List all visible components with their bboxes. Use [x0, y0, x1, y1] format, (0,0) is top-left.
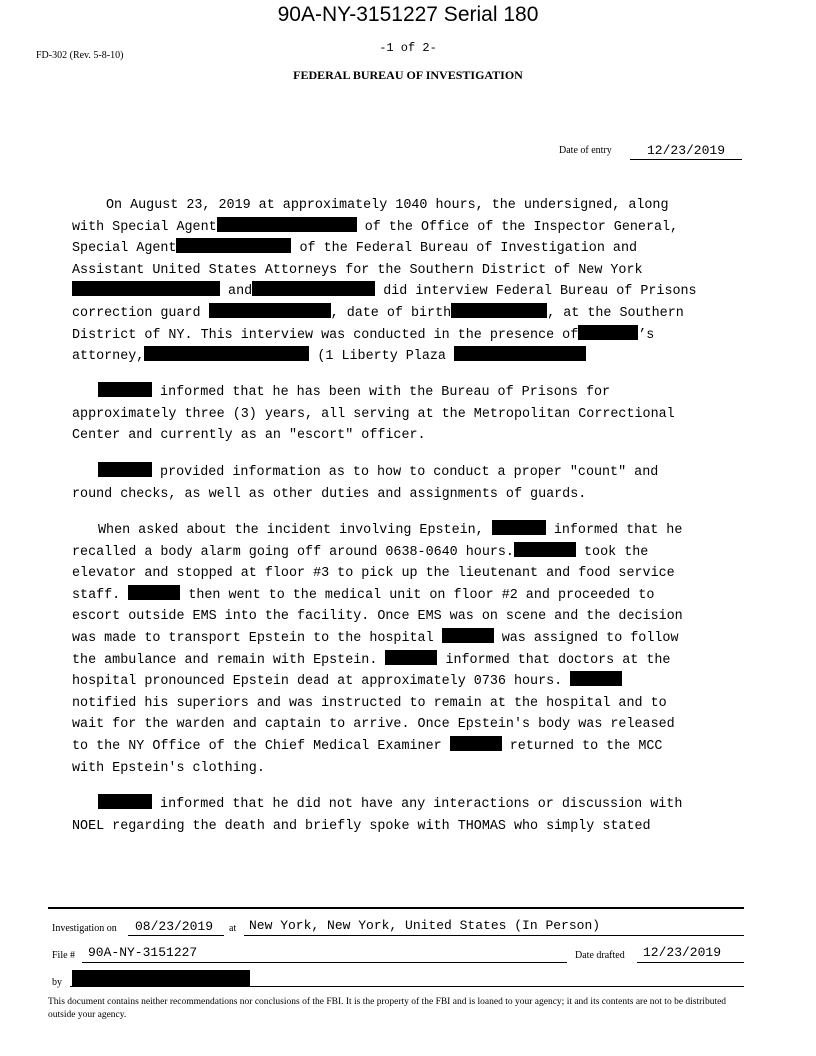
- text-line: On August 23, 2019 at approximately 1040 hours, the undersigned, along: [106, 198, 669, 213]
- text-line: Center and currently as an "escort" officer.: [72, 428, 426, 444]
- text-fragment: (1 Liberty Plaza: [317, 349, 446, 365]
- text-line: [72, 736, 742, 758]
- redaction-block: [578, 325, 638, 340]
- date-drafted-label: Date drafted: [575, 950, 625, 961]
- text-line: [72, 325, 742, 347]
- text-line: wait for the warden and captain to arrive. Once Epstein's body was released: [72, 717, 675, 733]
- redaction-block: [454, 346, 586, 361]
- text-line: with Epstein's clothing.: [72, 760, 265, 776]
- redaction-block: [144, 346, 309, 361]
- text-fragment: and: [228, 284, 253, 300]
- text-line: elevator and stopped at floor #3 to pick up the lieutenant and food service: [72, 566, 675, 582]
- text-fragment: recalled a body alarm going off around 0638-0640 hours.: [72, 544, 514, 560]
- at-label: at: [229, 923, 237, 934]
- file-number-label: File #: [52, 950, 76, 961]
- redaction-block: [492, 520, 546, 535]
- text-fragment: correction guard: [72, 305, 201, 321]
- text-fragment: took the: [584, 544, 649, 560]
- text-line: approximately three (3) years, all serving at the Metropolitan Correctional: [72, 406, 675, 422]
- by-label: by: [52, 977, 62, 988]
- paragraph-5: [72, 794, 742, 837]
- form-id: FD-302 (Rev. 5-8-10): [36, 50, 124, 61]
- text-fragment: District of NY. This interview was conducted in the presence of: [72, 327, 579, 343]
- text-fragment: was assigned to follow: [501, 630, 679, 646]
- serial-header: 90A-NY-3151227 Serial 180: [277, 3, 539, 26]
- text-fragment: hospital pronounced Epstein dead at approximately 0736 hours.: [72, 674, 563, 690]
- text-fragment: When asked about the incident involving Epstein,: [98, 523, 484, 538]
- redaction-block: [570, 671, 622, 686]
- text-fragment: attorney,: [72, 349, 145, 365]
- text-line: NOEL regarding the death and briefly spoke with THOMAS who simply stated: [72, 818, 651, 834]
- text-line: [72, 520, 742, 542]
- text-line: [72, 794, 742, 816]
- text-line: [72, 585, 742, 607]
- redaction-block: [72, 281, 220, 296]
- text-fragment: then went to the medical unit on floor #2 and proceeded to: [188, 587, 655, 603]
- text-line: [72, 382, 742, 404]
- date-drafted-value: 12/23/2019: [643, 945, 722, 960]
- text-fragment: to the NY Office of the Chief Medical Examiner: [72, 738, 442, 754]
- text-fragment: Special Agent: [72, 241, 177, 257]
- text-fragment: informed that he has been with the Bureau of Prisons for: [160, 385, 611, 400]
- investigation-on-label: Investigation on: [52, 923, 117, 934]
- text-fragment: of the Federal Bureau of Investigation and: [299, 241, 638, 257]
- redaction-block: [451, 303, 547, 318]
- text-fragment: informed that doctors at the: [445, 652, 671, 668]
- page-number: -1 of 2-: [379, 41, 437, 55]
- redaction-block: [128, 585, 180, 600]
- text-line: notified his superiors and was instructed to remain at the hospital and to: [72, 695, 667, 711]
- redaction-block: [72, 970, 250, 986]
- file-number-value: 90A-NY-3151227: [88, 945, 198, 960]
- disclaimer: This document contains neither recommendations nor conclusions of the FBI. It is the property of the FBI and is loaned to your agency; it and its contents are not to be distributed outside your agency.: [48, 997, 727, 1020]
- text-line: Assistant United States Attorneys for the Southern District of New York: [72, 262, 643, 278]
- redaction-block: [98, 462, 152, 477]
- paragraph-3: [72, 462, 742, 505]
- text-fragment: staff.: [72, 587, 121, 603]
- text-fragment: , at the Southern: [547, 305, 684, 321]
- text-line: [72, 303, 742, 325]
- text-fragment: of the Office of the Inspector General,: [364, 219, 679, 235]
- text-fragment: was made to transport Epstein to the hospital: [72, 630, 434, 646]
- text-fragment: provided information as to how to conduct a proper "count" and: [160, 465, 659, 480]
- redaction-block: [176, 238, 291, 253]
- text-line: [72, 462, 742, 484]
- text-fragment: with Special Agent: [72, 219, 217, 235]
- agency-title: FEDERAL BUREAU OF INVESTIGATION: [293, 68, 523, 82]
- text-fragment: ’s: [638, 327, 655, 343]
- text-fragment: informed that he did not have any interactions or discussion with: [160, 797, 683, 812]
- redaction-block: [98, 382, 152, 397]
- paragraph-1: [72, 195, 742, 368]
- date-of-entry-value: 12/23/2019: [630, 143, 742, 160]
- footer-divider: [48, 907, 744, 909]
- text-line: [72, 542, 742, 564]
- investigation-date-value: 08/23/2019: [135, 919, 214, 934]
- location-value: New York, New York, United States (In Person): [249, 918, 601, 933]
- text-line: [72, 346, 742, 368]
- redaction-block: [217, 217, 357, 232]
- redaction-block: [209, 303, 331, 318]
- redaction-block: [442, 628, 494, 643]
- paragraph-2: [72, 382, 742, 447]
- text-line: round checks, as well as other duties and assignments of guards.: [72, 486, 587, 502]
- text-line: [72, 281, 742, 303]
- text-line: [72, 671, 742, 693]
- redaction-block: [385, 650, 437, 665]
- text-line: escort outside EMS into the facility. Once EMS was on scene and the decision: [72, 609, 683, 625]
- redaction-block: [450, 736, 502, 751]
- text-fragment: the ambulance and remain with Epstein.: [72, 652, 378, 668]
- text-fragment: , date of birth: [330, 305, 452, 321]
- redaction-block: [514, 542, 576, 557]
- text-line: [72, 238, 742, 260]
- paragraph-4: [72, 520, 742, 779]
- text-fragment: returned to the MCC: [509, 738, 663, 754]
- text-fragment: did interview Federal Bureau of Prisons: [383, 284, 697, 300]
- text-line: [72, 217, 742, 239]
- redaction-block: [98, 794, 152, 809]
- text-line: [72, 650, 742, 672]
- redaction-block: [252, 281, 375, 296]
- text-line: [72, 628, 742, 650]
- text-fragment: informed that he: [553, 523, 683, 538]
- date-of-entry-label: Date of entry: [559, 145, 612, 156]
